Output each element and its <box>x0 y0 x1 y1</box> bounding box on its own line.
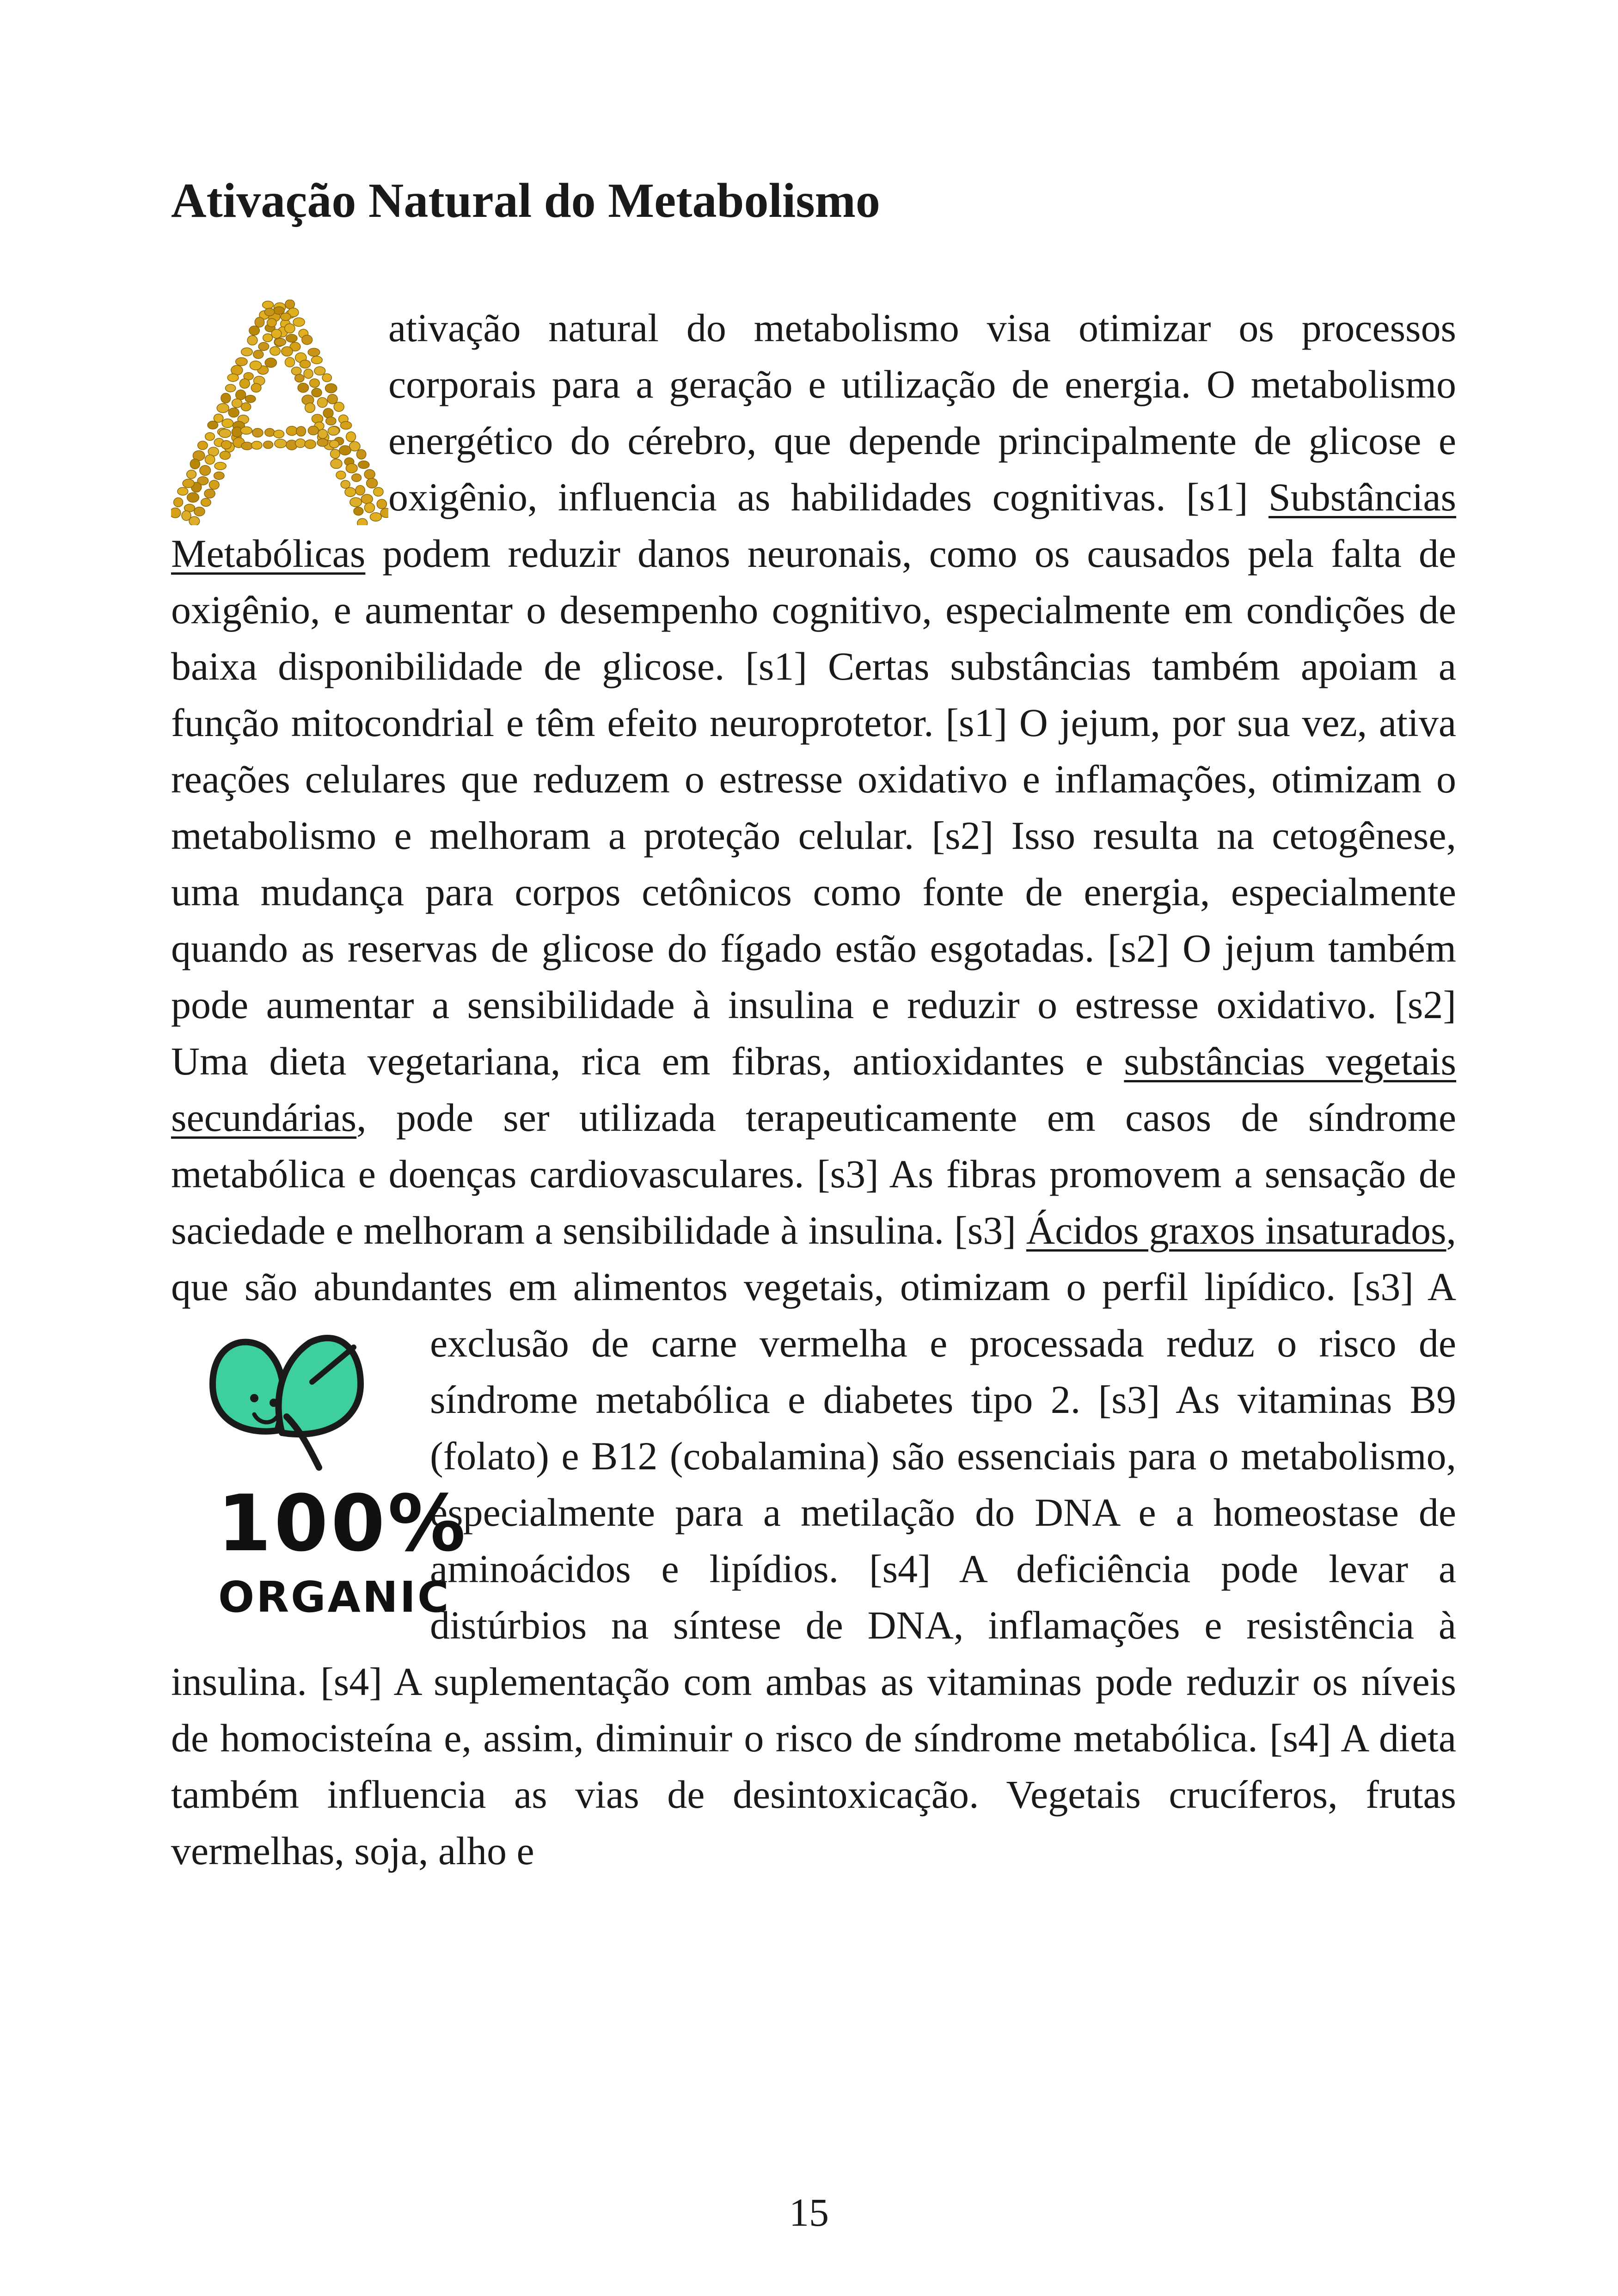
lentil-dot <box>239 379 250 388</box>
lentil-dot <box>339 446 351 455</box>
organic-percent: 100% <box>217 1478 469 1569</box>
lentil-dot <box>358 461 369 469</box>
lentil-dot <box>291 367 301 375</box>
lentil-dot <box>220 451 230 460</box>
lentil-dot <box>317 398 327 408</box>
lentil-dot <box>187 493 199 503</box>
organic-badge <box>171 1315 469 1648</box>
lentil-dot <box>250 361 261 370</box>
lentil-dot <box>285 324 295 333</box>
lentil-dot <box>208 421 218 429</box>
paragraph-text-4: , que são abundantes em alimentos vegetais, otimizam o perfil lipídico. [s3] A exclusão de carne vermelha e <box>171 1208 1456 1365</box>
lentil-dot <box>326 417 336 425</box>
lentil-dot <box>264 441 273 448</box>
lentil-dot <box>228 408 239 417</box>
lentil-dot <box>263 301 274 308</box>
lentil-dot <box>241 442 253 450</box>
leaf-icon <box>171 1315 430 1500</box>
lentil-dot <box>314 367 325 375</box>
lentil-dot <box>310 379 320 387</box>
lentil-dot <box>182 511 191 521</box>
lentil-dot <box>334 402 344 411</box>
link-substancias-vegetais-secundarias[interactable]: substâncias vegetais secundárias <box>171 1039 1456 1140</box>
lentil-dot <box>328 426 339 435</box>
lentil-dot <box>352 474 362 482</box>
lentil-dot <box>364 470 375 479</box>
lentil-dot <box>275 439 287 448</box>
lentil-dot <box>201 498 211 506</box>
lentil-dot <box>296 426 306 436</box>
lentil-dot <box>171 508 181 518</box>
lentil-dot <box>252 429 263 437</box>
lentil-dot <box>255 317 264 327</box>
lentil-dot <box>331 449 340 459</box>
lentil-dot <box>209 480 220 490</box>
lentil-dot <box>346 464 357 473</box>
body-paragraph <box>171 300 1456 1879</box>
lentil-dot <box>221 393 231 403</box>
lentil-dot <box>298 383 308 393</box>
lentil-dot <box>336 471 346 479</box>
lentil-dot <box>178 487 188 495</box>
lentil-dot <box>190 459 200 469</box>
lentil-dot <box>253 350 264 358</box>
link-acidos-graxos-insaturados[interactable]: Ácidos graxos insaturados <box>1026 1208 1446 1252</box>
paragraph-text-1: ativação natural do metabolismo visa otimizar os processos corporais para a geração e utilização de energia. O metabolismo energético do cérebro, que depende principalmente de glicose e oxigênio, influencia as habilidades cognitivas. [s1] <box>388 306 1456 519</box>
lentil-dot <box>245 395 256 403</box>
lentil-dot <box>214 414 223 422</box>
lentil-dot <box>274 430 284 438</box>
lentil-dot <box>249 326 259 335</box>
lentil-dot <box>356 449 366 459</box>
lentil-dot <box>312 388 322 397</box>
lentil-dot <box>194 507 205 516</box>
lentil-dot <box>311 356 322 364</box>
lentil-dot <box>265 358 276 367</box>
lentil-dot <box>205 455 215 464</box>
lentil-dot <box>241 403 251 411</box>
dropcap-letter-a <box>171 300 388 525</box>
lentil-dot <box>236 358 247 366</box>
lentil-dot <box>295 439 306 448</box>
lentil-dot <box>227 374 239 382</box>
lentil-dot <box>281 313 291 320</box>
lentil-dot <box>263 334 273 342</box>
lentil-dot <box>265 429 275 436</box>
lentil-dot <box>222 419 233 428</box>
lentil-dot <box>275 338 286 346</box>
paragraph-text-3: , pode ser utilizada terapeuticamente em casos de síndrome metabólica e doenças cardiovasculares. [s3] As fibras promovem a sensação de saciedade e melhoram a sensibilidade à insulina. [s3] <box>171 1095 1456 1252</box>
lentil-dot <box>226 384 236 392</box>
lentil-dot <box>183 479 194 488</box>
lentil-dot <box>345 487 355 497</box>
lentil-dot <box>355 485 365 495</box>
lentil-dot <box>305 403 315 412</box>
lentil-dot <box>270 347 281 356</box>
lentil-dot <box>286 426 297 436</box>
lentil-dot <box>204 489 215 498</box>
lentil-dot <box>282 347 293 356</box>
lentil-dot <box>251 383 261 392</box>
lentil-dot <box>258 343 269 351</box>
lentil-dot <box>200 466 211 476</box>
lentil-dot <box>174 498 183 507</box>
page-number: 15 <box>789 2190 829 2235</box>
lentil-dot <box>271 329 282 338</box>
lentil-dot <box>267 319 277 327</box>
lentil-dot <box>304 369 313 378</box>
lentil-dot <box>205 433 215 441</box>
lentil-dot <box>219 429 231 437</box>
lentil-dot <box>322 374 331 381</box>
lentil-dot <box>377 499 386 509</box>
lentil-dot <box>308 348 320 356</box>
lentil-dot <box>364 503 374 513</box>
lentil-dot <box>350 497 362 507</box>
lentil-dot <box>295 374 304 382</box>
lentil-dot <box>374 487 383 496</box>
lentil-dot <box>300 360 310 368</box>
lentil-dot <box>367 479 378 488</box>
lentil-dot <box>217 404 229 413</box>
lentil-dot <box>370 513 382 522</box>
lentil-dot <box>221 441 232 449</box>
lentil-dot <box>285 300 294 309</box>
lentil-dot <box>354 507 363 516</box>
lentil-dot <box>346 432 356 442</box>
organic-label: ORGANIC <box>218 1572 451 1622</box>
lentil-dot <box>232 399 242 408</box>
lentil-dot <box>264 308 274 316</box>
lentil-dot <box>187 470 196 479</box>
lentil-dot <box>340 422 351 430</box>
lentil-dot <box>241 427 252 434</box>
lentil-dot <box>331 459 342 469</box>
lentil-dot <box>241 348 252 356</box>
paragraph-text-2: podem reduzir danos neuronais, como os causados pela falta de oxigênio, e aumentar o desempenho cognitivo, especialmente em condições de baixa disponibilidade de glicose. [s1] Certas substâncias também apoiam a função mitocondrial e têm efeito neuroprotetor. [s1] O jejum, por sua vez, ativa reações celulares que reduzem o estresse oxidativo e inflamações, otimizam o metabolismo e melhoram a proteção celular. [s2] Isso resulta na cetogênese, uma mudança para corpos cetônicos como fonte de energia, especialmente quando as reservas de glicose do fígado estão esgotadas. [s2] O jejum também pode aumentar a sensibilidade à insulina e reduzir o estresse oxidativo. [s2] Uma dieta vegetariana, rica em fibras, antioxidantes e <box>171 531 1456 1083</box>
lentil-dot <box>341 480 350 488</box>
lentil-dot <box>302 335 313 344</box>
lentil-dot <box>317 439 328 447</box>
lentil-dot <box>330 440 339 448</box>
lentil-dot <box>198 441 208 449</box>
page-title: Ativação Natural do Metabolismo <box>171 173 880 227</box>
link-substancias-metabolicas[interactable]: Substâncias Metabólicas <box>171 475 1456 576</box>
lentil-dot <box>327 394 337 404</box>
lentil-dot <box>361 494 373 503</box>
lentil-dot <box>286 334 297 342</box>
lentil-dot <box>215 462 226 470</box>
lentil-dot <box>236 390 246 400</box>
lentil-dot <box>214 472 224 480</box>
lentil-dot <box>305 440 316 448</box>
lentil-dot <box>325 384 337 393</box>
lentil-dot <box>285 357 295 367</box>
lentil-dot <box>323 408 333 418</box>
lentil-dot <box>318 430 328 439</box>
lentil-dot <box>274 307 285 314</box>
lentil-letter-a-icon <box>171 300 388 525</box>
lentil-dot <box>251 441 262 449</box>
lentil-dot <box>247 336 257 345</box>
lentil-dot <box>308 426 319 435</box>
lentil-dot <box>293 318 305 326</box>
lentil-dot <box>357 518 368 525</box>
paragraph-text-5: processada reduz o risco de síndrome metabólica e diabetes tipo 2. [s3] As vitaminas B9 (folato) e B12 (cobalamina) são essenciais para o metabolismo, especialmente para a metilação do DNA e a homeostase de aminoácidos e lipídios. [s4] A deficiência pode levar a distúrbios na síntese de DNA, inflamações e resistência à insulina. [s4] A suplementação com ambas as vitaminas pode reduzir os níveis de homocisteína e, assim, diminuir o risco de síndrome metabólica. [s4] A dieta também influencia as vias de desintoxicação. Vegetais crucíferos, frutas vermelhas, soja, alho e <box>171 1321 1456 1873</box>
